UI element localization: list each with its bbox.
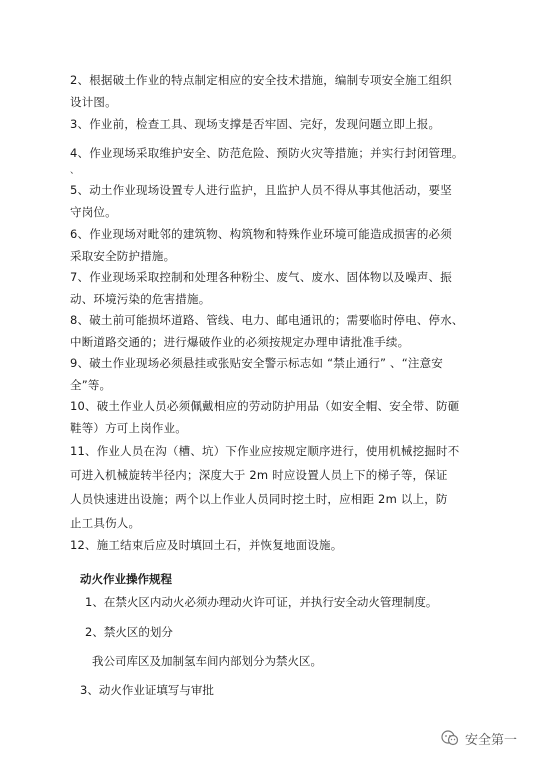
rule-3-line-1: 3、作业前，检查工具、现场支撑是否牢固、完好，发现问题立即上报。	[70, 117, 441, 131]
wechat-icon	[440, 728, 460, 748]
watermark-text: 安全第一	[464, 732, 517, 748]
rule-item-9	[70, 353, 465, 396]
rule-6-line-1: 6、作业现场对毗邻的建筑物、构筑物和特殊作业环境可能造成损害的必须	[70, 227, 452, 241]
rule-item-5	[70, 180, 465, 223]
rule-8-line-2: 中断道路交通的；进行爆破作业的必须按规定办理申请批准手续。	[70, 334, 410, 349]
rule-2-line-1: 2、根据破土作业的特点制定相应的安全技术措施，编制专项安全施工组织	[70, 73, 452, 87]
section-item-2-body: 我公司库区及加制氢车间内部划分为禁火区。	[92, 654, 322, 668]
rule-item-10	[70, 396, 465, 439]
rule-item-11	[70, 439, 465, 535]
rule-7-line-1: 7、作业现场采取控制和处理各种粉尘、废气、废水、固体物以及噪声、振	[70, 270, 452, 284]
rule-9-line-1: 9、破土作业现场必须悬挂或张贴安全警示标志如 “禁止通行” 、“注意安	[70, 356, 443, 370]
section-title: 动火作业操作规程	[80, 572, 172, 586]
rule-11-line-3: 人员快速进出设施；两个以上作业人员同时挖土时，应相距 2m 以上，防	[70, 492, 448, 506]
rule-item-12	[70, 535, 465, 557]
rule-6-line-2: 采取安全防护措施。	[70, 248, 176, 263]
section-item-2: 2、禁火区的划分	[85, 625, 173, 639]
rule-item-3	[70, 114, 465, 136]
rule-10-line-1: 10、破土作业人员必须佩戴相应的劳动防护用品（如安全帽、安全带、防砸	[70, 399, 460, 413]
rule-5-line-2: 守岗位。	[70, 204, 117, 219]
rule-9-line-2: 全”等。	[70, 377, 112, 392]
rule-10-line-2: 鞋等）方可上岗作业。	[70, 420, 187, 435]
rule-item-2	[70, 70, 465, 113]
rule-item-8	[70, 310, 465, 353]
rule-item-4	[70, 143, 465, 177]
rule-item-7	[70, 267, 465, 310]
rule-2-line-2: 设计图。	[70, 94, 117, 109]
rule-11-line-4: 止工具伤人。	[70, 516, 141, 530]
rule-12-line-1: 12、施工结束后应及时填回土石，并恢复地面设施。	[70, 538, 343, 552]
rule-4-line-2: 、	[70, 165, 80, 176]
rule-11-line-2: 可进入机械旋转半径内；深度大于 2m 时应设置人员上下的梯子等，保证	[70, 468, 448, 482]
watermark	[440, 728, 517, 748]
rule-7-line-2: 动、环境污染的危害措施。	[70, 291, 211, 306]
rule-item-6	[70, 224, 465, 267]
rule-11-line-1: 11、作业人员在沟（槽、坑）下作业应按规定顺序进行，使用机械挖掘时不	[70, 444, 460, 458]
rule-5-line-1: 5、动土作业现场设置专人进行监护，且监护人员不得从事其他活动，要坚	[70, 183, 452, 197]
section-item-1: 1、在禁火区内动火必须办理动火许可证，并执行安全动火管理制度。	[85, 595, 438, 609]
section-item-3: 3、动火作业证填写与审批	[80, 683, 214, 697]
rule-8-line-1: 8、破土前可能损坏道路、管线、电力、邮电通讯的；需要临时停电、停水、	[70, 313, 464, 327]
rule-4-line-1: 4、作业现场采取维护安全、防范危险、预防火灾等措施；并实行封闭管理。	[70, 146, 464, 160]
